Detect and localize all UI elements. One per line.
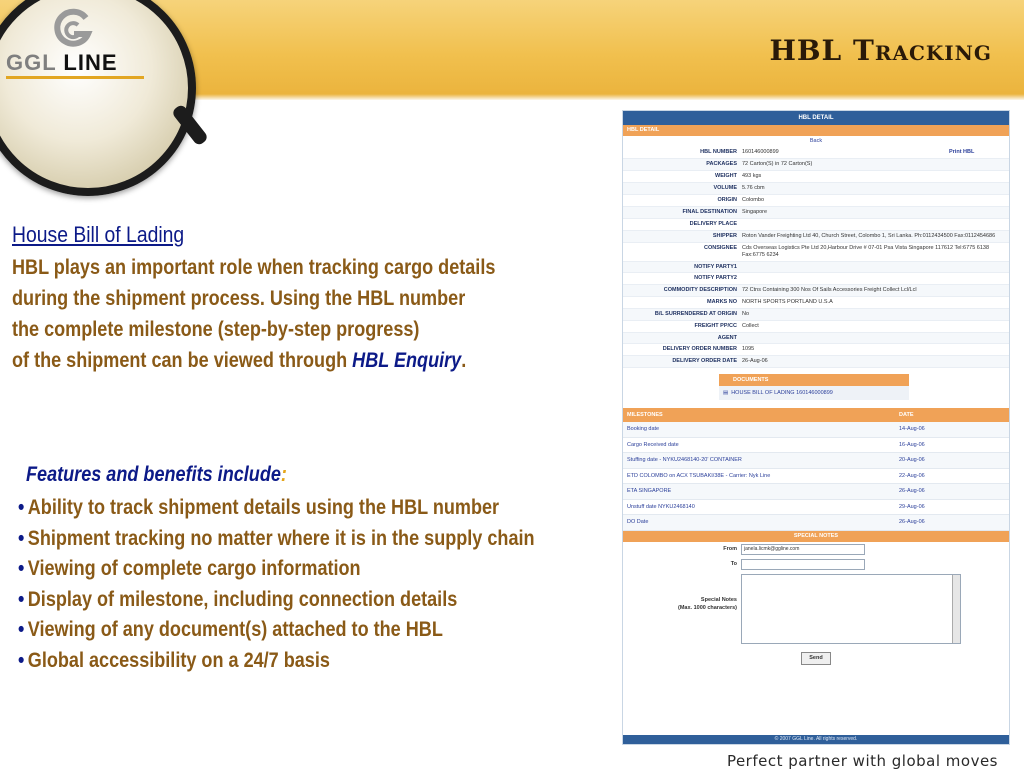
milestone-name: Cargo Received date (627, 441, 679, 448)
bullet-icon: • (18, 618, 25, 642)
detail-value: Cds Overseas Logistics Pte Ltd 20,Harbour Drive # 07-01 Psa Vista Singapore 117612 Tel:6775 6138 Fax:6775 6234 (742, 244, 990, 258)
print-hbl-link[interactable]: Print HBL (949, 149, 975, 155)
intro-heading: House Bill of Lading (12, 222, 185, 247)
from-input[interactable]: janela.licmk@ggline.com (741, 544, 865, 555)
feature-item (18, 585, 534, 616)
detail-label: DELIVERY PLACE (689, 221, 737, 227)
detail-row (623, 309, 1009, 321)
documents-box (719, 374, 909, 400)
intro-line: HBL plays an important role when tracking cargo details (12, 256, 496, 279)
feature-text: Ability to track shipment details using the HBL number (27, 496, 500, 519)
logo-underline (6, 76, 144, 79)
back-link[interactable]: Back (809, 138, 823, 144)
milestone-row (623, 500, 1009, 516)
milestone-row (623, 438, 1009, 454)
detail-row (623, 273, 1009, 285)
special-notes-header: SPECIAL NOTES (623, 531, 1009, 542)
features-title-text: Features and benefits include (26, 463, 281, 486)
logo-line: LINE (63, 50, 118, 75)
milestone-date: 16-Aug-06 (899, 441, 925, 448)
detail-label: B/L SURRENDERED AT ORIGIN (654, 310, 737, 317)
notes-hint: (Max. 1000 characters) (677, 604, 737, 611)
detail-row (623, 321, 1009, 333)
detail-label: NOTIFY PARTY2 (694, 275, 737, 281)
detail-row (623, 183, 1009, 195)
detail-value: 5.76 cbm (742, 185, 765, 191)
logo-text (6, 50, 118, 76)
textarea-scrollbar[interactable] (952, 575, 960, 643)
detail-value: Singapore (742, 209, 768, 215)
intro-body (12, 252, 528, 376)
milestone-name: DO Date (627, 519, 649, 525)
detail-value: 26-Aug-06 (742, 358, 768, 364)
detail-value: 160146000899 (742, 149, 779, 155)
feature-text: Global accessibility on a 24/7 basis (27, 648, 330, 672)
detail-value: 1095 (742, 346, 755, 352)
intro-line: the complete milestone (step-by-step progress) (12, 318, 420, 341)
detail-label: FINAL DESTINATION (682, 209, 737, 215)
milestone-name: Unstuff date NYKU2468140 (627, 503, 695, 510)
detail-value (740, 273, 1009, 284)
feature-text: Shipment tracking no matter where it is in the supply chain (27, 526, 535, 550)
detail-label: NOTIFY PARTY1 (694, 263, 737, 270)
detail-row (623, 297, 1009, 309)
tagline: Perfect partner with global moves (726, 752, 998, 770)
milestone-date: 26-Aug-06 (899, 519, 925, 525)
detail-value: No (742, 310, 750, 317)
milestone-date: 20-Aug-06 (899, 457, 925, 463)
document-icon: ▤ (723, 390, 729, 396)
detail-row (623, 147, 1009, 159)
detail-row (623, 285, 1009, 297)
detail-label: HBL NUMBER (700, 149, 737, 155)
detail-row (623, 171, 1009, 183)
detail-value: Roton Vander Freighting Ltd 40, Church Street, Colombo 1, Sri Lanka. Ph:0112434500 Fax:0112454686 (742, 232, 996, 239)
milestone-row (623, 422, 1009, 438)
panel-title: HBL DETAIL (623, 111, 1009, 125)
feature-text: Viewing of any document(s) attached to the HBL (27, 618, 443, 642)
slide-title: HBL Tracking (769, 34, 992, 67)
milestone-row (623, 469, 1009, 485)
bullet-icon: • (18, 648, 25, 672)
features-block (18, 463, 618, 677)
detail-table (623, 147, 1009, 368)
detail-label: WEIGHT (715, 173, 737, 179)
detail-label: PACKAGES (706, 161, 737, 167)
intro-period: . (461, 349, 467, 372)
bullet-icon: • (18, 587, 25, 611)
feature-text: Viewing of complete cargo information (27, 557, 361, 581)
detail-value (740, 262, 1009, 273)
milestone-name: ETD COLOMBO on ACX TSUBAKI/38E - Carrier: Nyk Line (627, 472, 771, 479)
intro-line: during the shipment process. Using the HBL number (12, 287, 466, 310)
document-link-text: HOUSE BILL OF LADING 160146000899 (731, 390, 833, 396)
special-notes-label: Special Notes (700, 596, 737, 603)
detail-value: 493 kgs (742, 173, 762, 179)
date-header-label: DATE (899, 412, 914, 418)
detail-row (623, 231, 1009, 243)
logo-g-icon (52, 8, 94, 50)
feature-item (18, 554, 534, 585)
hbl-detail-panel (622, 110, 1010, 745)
milestone-row (623, 515, 1009, 531)
detail-value: 72 Carton(S) in 72 Carton(S) (742, 161, 813, 167)
from-label: From (723, 546, 737, 552)
milestone-name: Stuffing date - NYKU2468140-20' CONTAINER (627, 457, 742, 463)
features-title (26, 463, 535, 487)
send-button[interactable]: Send (801, 652, 831, 665)
detail-value (740, 219, 1009, 230)
magnifier-lens (0, 0, 196, 196)
feature-item (18, 615, 534, 646)
from-row (623, 542, 1009, 557)
feature-item (18, 524, 534, 555)
detail-row (623, 219, 1009, 231)
detail-row (623, 344, 1009, 356)
milestone-date: 14-Aug-06 (899, 426, 925, 432)
notes-label-block (623, 574, 741, 646)
milestone-name: Booking date (627, 426, 660, 432)
detail-label: ORIGIN (717, 197, 737, 203)
detail-row (623, 333, 1009, 345)
logo-ggl: GGL (6, 50, 57, 75)
intro-block (12, 222, 612, 376)
documents-header: DOCUMENTS (719, 374, 909, 386)
hbl-enquiry-text: HBL Enquiry (352, 349, 462, 372)
detail-label: AGENT (717, 334, 737, 341)
feature-item (18, 646, 534, 677)
detail-label: COMMODITY DESCRIPTION (663, 286, 737, 293)
detail-row (623, 356, 1009, 368)
intro-line (12, 345, 528, 376)
document-link[interactable] (719, 386, 909, 400)
feature-item (18, 493, 534, 524)
detail-row (623, 195, 1009, 207)
feature-text: Display of milestone, including connection details (27, 587, 458, 611)
milestone-date: 22-Aug-06 (899, 472, 925, 479)
milestones-header (623, 408, 1009, 422)
bullet-icon: • (18, 526, 25, 550)
panel-footer: © 2007 GGL Line. All rights reserved. (623, 735, 1009, 744)
detail-row (623, 262, 1009, 274)
detail-label: SHIPPER (712, 232, 737, 239)
detail-label: DELIVERY ORDER NUMBER (662, 346, 737, 352)
to-label: To (730, 561, 737, 567)
milestone-row (623, 484, 1009, 500)
detail-label: DELIVERY ORDER DATE (672, 358, 737, 364)
bullet-icon: • (18, 557, 25, 581)
features-colon: : (280, 463, 287, 486)
detail-label: CONSIGNEE (703, 244, 737, 251)
special-notes-textarea[interactable] (741, 574, 961, 644)
detail-value: Collect (742, 322, 759, 329)
detail-row (623, 243, 1009, 262)
milestone-date: 26-Aug-06 (899, 488, 925, 494)
milestone-name: ETA SINGAPORE (627, 488, 672, 494)
detail-value (740, 333, 1009, 344)
detail-label: MARKS NO (707, 298, 737, 305)
milestones-header-label: MILESTONES (627, 412, 663, 418)
notes-row (623, 574, 1009, 646)
detail-row (623, 159, 1009, 171)
detail-value: Colombo (742, 197, 765, 203)
milestone-row (623, 453, 1009, 469)
to-input[interactable] (741, 559, 865, 570)
detail-label: VOLUME (713, 185, 737, 191)
intro-line-text: of the shipment can be viewed through (12, 349, 353, 372)
section-bar: HBL DETAIL (623, 125, 1009, 136)
milestone-date: 29-Aug-06 (899, 503, 925, 510)
bullet-icon: • (18, 496, 25, 519)
milestones-table (623, 422, 1009, 531)
detail-value: 72 Ctns Containing 300 Nos Of Sails Accessories Freight Collect Lcl/Lcl (742, 286, 917, 293)
to-row (623, 557, 1009, 572)
detail-row (623, 207, 1009, 219)
detail-label: FREIGHT PP/CC (694, 322, 737, 329)
features-list (18, 493, 618, 677)
detail-value: NORTH SPORTS PORTLAND U.S.A (742, 298, 833, 305)
